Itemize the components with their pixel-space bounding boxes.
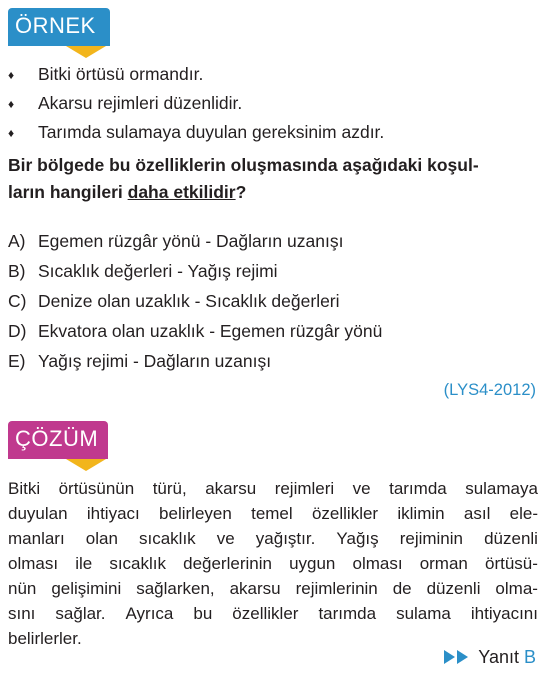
solution-word: ele- xyxy=(509,504,538,523)
solution-word: asıl xyxy=(463,504,491,523)
option-letter: E) xyxy=(8,351,26,371)
solution-word: ihtiyacı xyxy=(86,504,140,523)
option-text: Ekvatora olan uzaklık - Egemen rüzgâr yönü xyxy=(38,321,383,341)
solution-word: olması xyxy=(352,554,403,573)
solution-word: düzenli xyxy=(484,529,538,548)
option-e[interactable] xyxy=(8,349,540,379)
play-arrow-icon xyxy=(457,650,468,664)
option-letter: C) xyxy=(8,291,27,311)
solution-word: düzenli xyxy=(426,579,481,598)
statement-item xyxy=(8,62,538,91)
solution-word: örtüsünün xyxy=(58,479,135,498)
option-text: Egemen rüzgâr yönü - Dağların uzanışı xyxy=(38,231,344,251)
solution-word: de xyxy=(392,579,412,598)
question-emphasis: daha etkilidir xyxy=(127,182,236,202)
bullet-icon: ♦ xyxy=(8,126,15,140)
solution-word: belirleyen xyxy=(159,504,232,523)
solution-word: özellikler xyxy=(311,504,379,523)
solution-word: akarsu xyxy=(229,579,281,598)
solution-word: Yağış xyxy=(336,529,379,548)
solution-word: olma- xyxy=(495,579,538,598)
solution-word: sağlar. xyxy=(55,604,106,623)
solution-word: ihtiyacını xyxy=(470,604,538,623)
solution-text xyxy=(8,476,538,651)
solution-word: tarımda xyxy=(389,479,447,498)
statement-text: Akarsu rejimleri düzenlidir. xyxy=(38,93,243,113)
answer-label: Yanıt xyxy=(478,646,519,667)
solution-word: duyulan xyxy=(8,504,68,523)
option-text: Yağış rejimi - Dağların uzanışı xyxy=(38,351,272,371)
statement-text: Tarımda sulamaya duyulan gereksinim azdır. xyxy=(38,122,385,142)
statement-text: Bitki örtüsü ormandır. xyxy=(38,64,204,84)
solution-line xyxy=(8,501,538,526)
solution-word: iklimin xyxy=(397,504,445,523)
example-badge-label: ÖRNEK xyxy=(15,13,96,38)
solution-line xyxy=(8,526,538,551)
solution-word: sıcaklık xyxy=(138,529,196,548)
option-letter: A) xyxy=(8,231,26,251)
solution-word: sulamaya xyxy=(465,479,538,498)
question-stem xyxy=(8,152,540,206)
answer-indicator xyxy=(444,644,536,670)
solution-word: manları xyxy=(8,529,65,548)
solution-word: rejimlerinin xyxy=(295,579,378,598)
solution-word: Bitki xyxy=(8,479,41,498)
solution-word: rejimleri xyxy=(274,479,335,498)
solution-word: özellikler xyxy=(232,604,299,623)
option-c[interactable] xyxy=(8,289,540,319)
answer-options xyxy=(8,229,540,379)
solution-word: uygun xyxy=(289,554,336,573)
statement-item xyxy=(8,91,538,120)
solution-badge-arrow-icon xyxy=(66,459,106,471)
option-letter: B) xyxy=(8,261,26,281)
solution-word: gelişimini xyxy=(51,579,122,598)
bullet-icon: ♦ xyxy=(8,97,15,111)
solution-line xyxy=(8,576,538,601)
bullet-icon: ♦ xyxy=(8,68,15,82)
source-reference: (LYS4-2012) xyxy=(443,381,536,399)
option-d[interactable] xyxy=(8,319,540,349)
statement-list xyxy=(8,62,538,149)
question-mark: ? xyxy=(235,182,247,202)
option-letter: D) xyxy=(8,321,27,341)
solution-word: Ayrıca xyxy=(125,604,174,623)
option-text: Sıcaklık değerleri - Yağış rejimi xyxy=(38,261,278,281)
solution-line xyxy=(8,551,538,576)
solution-word: değerlerinin xyxy=(183,554,272,573)
solution-word: sını xyxy=(8,604,36,623)
option-b[interactable] xyxy=(8,259,540,289)
solution-word: sıcaklık xyxy=(109,554,166,573)
play-arrow-icon xyxy=(444,650,455,664)
solution-line xyxy=(8,476,538,501)
solution-word: ile xyxy=(75,554,93,573)
question-text: ların hangileri xyxy=(8,182,128,202)
example-badge xyxy=(8,8,110,46)
solution-word: olan xyxy=(85,529,118,548)
solution-word: ve xyxy=(216,529,235,548)
solution-word: temel xyxy=(251,504,293,523)
option-a[interactable] xyxy=(8,229,540,259)
solution-word: yağıştır. xyxy=(255,529,316,548)
solution-word: sağlarken, xyxy=(136,579,215,598)
solution-word: tarımda xyxy=(318,604,377,623)
solution-word: belirlerler. xyxy=(8,629,82,648)
solution-word: nün xyxy=(8,579,37,598)
solution-word: örtüsü- xyxy=(484,554,538,573)
solution-word: rejiminin xyxy=(399,529,463,548)
solution-line xyxy=(8,601,538,626)
solution-word: sulama xyxy=(396,604,451,623)
solution-word: akarsu xyxy=(205,479,257,498)
solution-word: olması xyxy=(8,554,59,573)
answer-value: B xyxy=(523,646,536,667)
solution-badge-label: ÇÖZÜM xyxy=(15,426,99,451)
statement-item xyxy=(8,120,538,149)
question-line-2 xyxy=(8,179,540,206)
solution-word: ve xyxy=(352,479,371,498)
example-badge-arrow-icon xyxy=(66,46,106,58)
solution-word: türü, xyxy=(152,479,187,498)
solution-word: bu xyxy=(193,604,213,623)
question-line-1: Bir bölgede bu özelliklerin oluşmasında aşağıdaki koşul- xyxy=(8,155,479,175)
solution-word: orman xyxy=(419,554,468,573)
option-text: Denize olan uzaklık - Sıcaklık değerleri xyxy=(38,291,340,311)
solution-badge xyxy=(8,421,108,459)
